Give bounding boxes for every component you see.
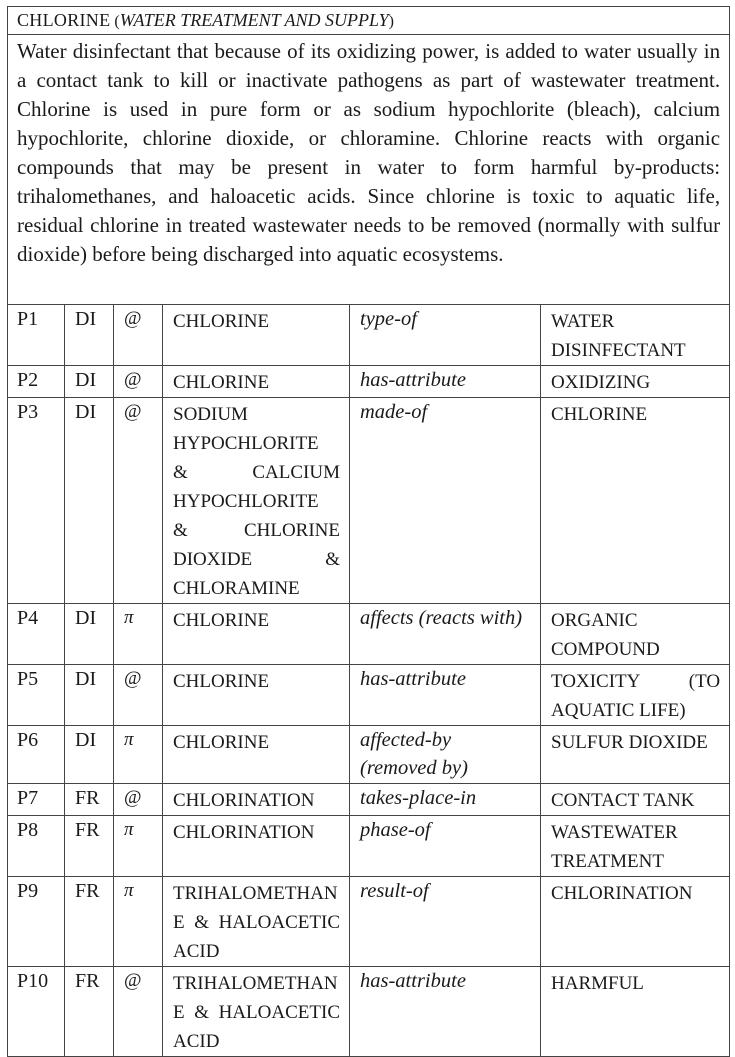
subject-concept: TRIHALOMETHANE & HALOACETIC ACID xyxy=(163,877,350,967)
proposition-row xyxy=(8,305,730,366)
object-concept: ORGANIC COMPOUND xyxy=(541,604,730,665)
proposition-row xyxy=(8,726,730,784)
relation-label: type-of xyxy=(350,305,541,366)
proposition-type: DI xyxy=(65,398,114,604)
proposition-row xyxy=(8,604,730,665)
relation-symbol: @ xyxy=(114,398,163,604)
relation-symbol: π xyxy=(114,816,163,877)
subject-line: & CHLORINE xyxy=(173,520,340,541)
proposition-type: DI xyxy=(65,366,114,398)
relation-label: has-attribute xyxy=(350,967,541,1057)
proposition-row xyxy=(8,665,730,726)
subject-concept: CHLORINATION xyxy=(163,784,350,816)
relation-label: affects (reacts with) xyxy=(350,604,541,665)
proposition-id: P6 xyxy=(8,726,65,784)
relation-symbol: @ xyxy=(114,784,163,816)
subject-line: HYPOCHLORITE xyxy=(173,491,319,512)
proposition-id: P5 xyxy=(8,665,65,726)
object-concept: SULFUR DIOXIDE xyxy=(541,726,730,784)
subject-line: HYPOCHLORITE xyxy=(173,433,319,454)
object-concept: WATER DISINFECTANT xyxy=(541,305,730,366)
proposition-type: DI xyxy=(65,665,114,726)
relation-symbol: @ xyxy=(114,967,163,1057)
proposition-row xyxy=(8,877,730,967)
proposition-type: DI xyxy=(65,604,114,665)
title-open-paren: ( xyxy=(110,13,120,30)
proposition-id: P3 xyxy=(8,398,65,604)
relation-label: made-of xyxy=(350,398,541,604)
subject-concept: CHLORINE xyxy=(163,305,350,366)
proposition-id: P9 xyxy=(8,877,65,967)
subject-line: CHLORAMINE xyxy=(173,578,300,599)
subject-line: DIOXIDE & xyxy=(173,549,340,570)
entry-domain: WATER TREATMENT AND SUPPLY xyxy=(119,10,389,30)
object-concept: TOXICITY (TO AQUATIC LIFE) xyxy=(541,665,730,726)
relation-symbol: @ xyxy=(114,366,163,398)
entry-term: CHLORINE xyxy=(17,10,111,30)
title-close-paren: ) xyxy=(388,13,394,30)
proposition-id: P7 xyxy=(8,784,65,816)
proposition-id: P8 xyxy=(8,816,65,877)
relation-label: takes-place-in xyxy=(350,784,541,816)
proposition-type: FR xyxy=(65,967,114,1057)
subject-concept: CHLORINE xyxy=(163,726,350,784)
subject-concept: CHLORINE xyxy=(163,604,350,665)
object-concept: CONTACT TANK xyxy=(541,784,730,816)
object-concept: CHLORINE xyxy=(541,398,730,604)
proposition-row xyxy=(8,366,730,398)
proposition-row xyxy=(8,816,730,877)
proposition-type: DI xyxy=(65,726,114,784)
relation-label: has-attribute xyxy=(350,366,541,398)
relation-symbol: @ xyxy=(114,305,163,366)
relation-symbol: π xyxy=(114,604,163,665)
relation-label: phase-of xyxy=(350,816,541,877)
subject-line: & CALCIUM xyxy=(173,462,340,483)
proposition-id: P4 xyxy=(8,604,65,665)
entry-definition: Water disinfectant that because of its oxidizing power, is added to water usually in a contact tank to kill or inactivate pathogens as part of wastewater treatment. Chlorine is used in pure form or as sodium hypochlorite (bleach), calcium hypochlorite, chlorine dioxide, or chloramine. Chlorine reacts with organic compounds that may be present in water to form harmful by-products: trihalomethanes, and haloacetic acids. Since chlorine is toxic to aquatic life, residual chlorine in treated wastewater needs to be removed (normally with sulfur dioxide) before being discharged into aquatic ecosystems. xyxy=(8,35,730,305)
proposition-type: FR xyxy=(65,816,114,877)
relation-label: has-attribute xyxy=(350,665,541,726)
proposition-type: FR xyxy=(65,877,114,967)
subject-line: SODIUM xyxy=(173,404,248,425)
object-concept: CHLORINATION xyxy=(541,877,730,967)
subject-concept: TRIHALOMETHANE & HALOACETIC ACID xyxy=(163,967,350,1057)
proposition-row xyxy=(8,967,730,1057)
entry-title xyxy=(8,7,730,35)
object-concept: OXIDIZING xyxy=(541,366,730,398)
relation-symbol: π xyxy=(114,877,163,967)
proposition-id: P1 xyxy=(8,305,65,366)
proposition-row xyxy=(8,398,730,604)
proposition-id: P2 xyxy=(8,366,65,398)
proposition-type: DI xyxy=(65,305,114,366)
subject-concept: CHLORINE xyxy=(163,665,350,726)
proposition-id: P10 xyxy=(8,967,65,1057)
object-concept: HARMFUL xyxy=(541,967,730,1057)
proposition-row xyxy=(8,784,730,816)
subject-concept: CHLORINATION xyxy=(163,816,350,877)
relation-label: result-of xyxy=(350,877,541,967)
subject-concept: CHLORINE xyxy=(163,366,350,398)
relation-label: affected-by (removed by) xyxy=(350,726,541,784)
relation-symbol: π xyxy=(114,726,163,784)
relation-symbol: @ xyxy=(114,665,163,726)
object-concept: WASTEWATER TREATMENT xyxy=(541,816,730,877)
subject-concept xyxy=(163,398,350,604)
terminology-entry-table xyxy=(7,6,730,1057)
proposition-type: FR xyxy=(65,784,114,816)
